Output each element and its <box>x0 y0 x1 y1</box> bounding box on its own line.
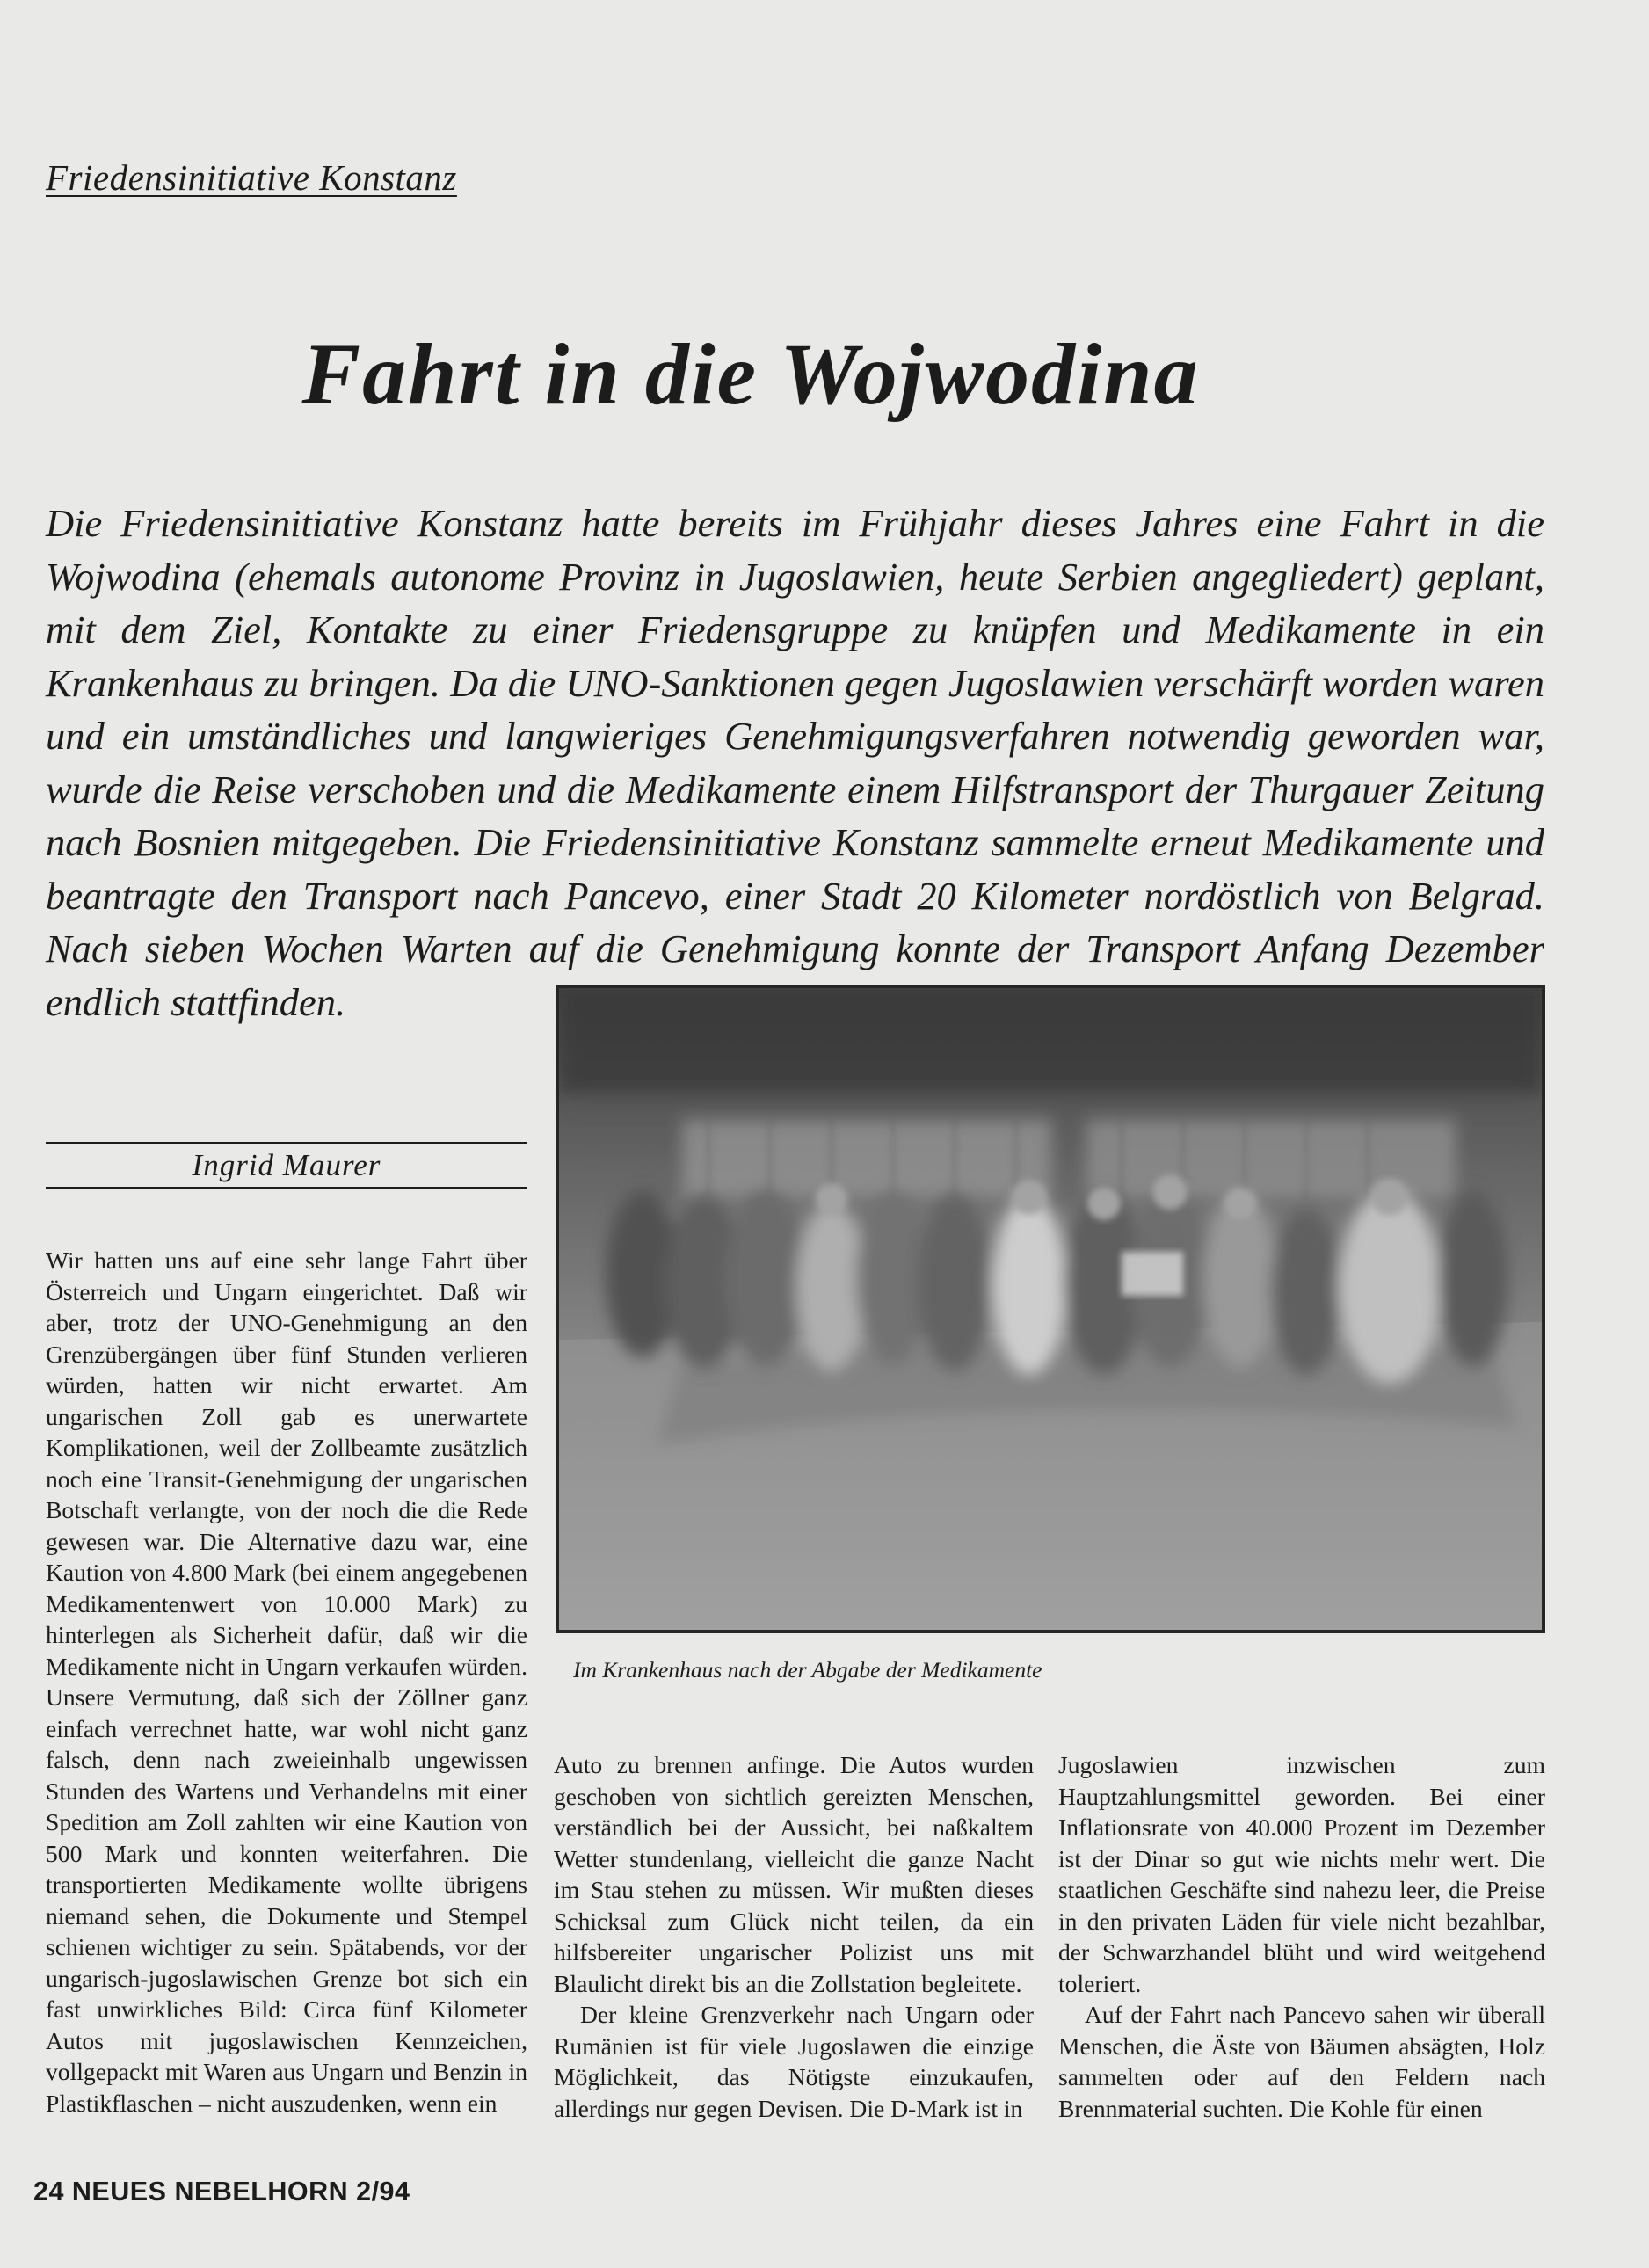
column-3-paragraph-2: Auf der Fahrt nach Pancevo sahen wir überall Menschen, die Äste von Bäumen absägten, Holz sammelten oder auf den Feldern nach Brennmaterial suchten. Die Kohle für einen <box>1058 2001 1545 2122</box>
article-column-3 <box>1058 1749 1545 2124</box>
headline-text: Fahrt in die Wojwodina <box>301 325 1200 423</box>
byline-rule-bottom <box>46 1187 527 1189</box>
column-2-paragraph-2: Der kleine Grenzverkehr nach Ungarn oder Rumänien ist für viele Jugoslawen die einzige Möglichkeit, das Nötigste einzukaufen, allerdings nur gegen Devisen. Die D-Mark ist in <box>554 2001 1034 2122</box>
byline: Ingrid Maurer <box>192 1148 381 1182</box>
photo-image <box>559 988 1542 1630</box>
article-column-2 <box>554 1749 1034 2124</box>
article-column-1 <box>46 1245 527 2119</box>
column-2-paragraph-1: Auto zu brennen anfinge. Die Autos wurden geschoben von sichtlich gereizten Menschen, verständlich bei der Aussicht, bei naßkaltem Wetter stundenlang, vielleicht die ganze Nacht im Stau stehen zu müssen. Wir mußten dieses Schicksal zum Glück nicht teilen, da ein hilfsbereiter ungarischer Polizist uns mit Blaulicht direkt bis an die Zollstation begleitete. <box>554 1751 1034 1997</box>
column-3-paragraph-1: Jugoslawien inzwischen zum Hauptzahlungsmittel geworden. Bei einer Inflationsrate von 40.000 Prozent im Dezember ist der Dinar so gut wie nichts mehr wert. Die staatlichen Geschäfte sind nahezu leer, die Preise in den privaten Läden für viele nicht bezahlbar, der Schwarzhandel blüht und wird weitgehend toleriert. <box>1058 1751 1545 1997</box>
intro-text: Die Friedensinitiative Konstanz hatte bereits im Frühjahr dieses Jahres eine Fahrt in die Wojwodina (ehemals autonome Provinz in Jugoslawien, heute Serbien angegliedert) geplant, mit dem Ziel, Kontakte zu einer Friedensgruppe zu knüpfen und Medikamente in ein Krankenhaus zu bringen. Da die UNO-Sanktionen gegen Jugoslawien verschärft worden waren und ein umständliches und langwieriges Genehmigungsverfahren notwendig geworden war, wurde die Reise verschoben und die Medikamente einem Hilfstransport der Thurgauer Zeitung nach Bosnien mitgegeben. Die Friedensinitiative Konstanz sammelte erneut Medikamente und beantragte den Transport nach Pancevo, einer Stadt 20 Kilometer nordöstlich von Belgrad. Nach sieben Wochen Warten auf die Genehmigung konnte der Transport Anfang Dezember endlich stattfinden. <box>46 501 1544 1024</box>
intro-paragraph <box>46 497 1544 1029</box>
byline-rule-top <box>46 1142 527 1144</box>
section-label: Friedensinitiative Konstanz <box>46 157 457 198</box>
photo-caption: Im Krankenhaus nach der Abgabe der Medikamente <box>573 1657 1042 1683</box>
hospital-photo <box>556 985 1545 1633</box>
column-1-paragraph: Wir hatten uns auf eine sehr lange Fahrt über Österreich und Ungarn eingerichtet. Daß wir aber, trotz der UNO-Genehmigung an den Grenzübergängen über fünf Stunden verlieren würden, hatten wir nicht erwartet. Am ungarischen Zoll gab es unerwartete Komplikationen, weil der Zollbeamte zusätzlich noch eine Transit-Genehmigung der ungarischen Botschaft verlangte, von der noch die die Rede gewesen war. Die Alternative dazu war, eine Kaution von 4.800 Mark (bei einem angegebenen Medikamentenwert von 10.000 Mark) zu hinterlegen als Sicherheit dafür, daß wir die Medikamente nicht in Ungarn verkaufen würden. Unsere Vermutung, daß sich der Zöllner ganz einfach verrechnet hatte, war wohl nicht ganz falsch, denn nach zweieinhalb ungewissen Stunden des Wartens und Verhandelns mit einer Spedition am Zoll zahlten wir eine Kaution von 500 Mark und konnten weiterfahren. Die transportierten Medikamente wollte übrigens niemand sehen, die Dokumente und Stempel schienen wichtiger zu sein. Spätabends, vor der ungarisch-jugoslawischen Grenze bot sich ein fast unwirkliches Bild: Circa fünf Kilometer Autos mit jugoslawischen Kennzeichen, vollgepackt mit Waren aus Ungarn und Benzin in Plastikflaschen – nicht auszudenken, wenn ein <box>46 1247 527 2117</box>
headline <box>0 323 1649 425</box>
page-footer: 24 NEUES NEBELHORN 2/94 <box>33 2177 410 2206</box>
